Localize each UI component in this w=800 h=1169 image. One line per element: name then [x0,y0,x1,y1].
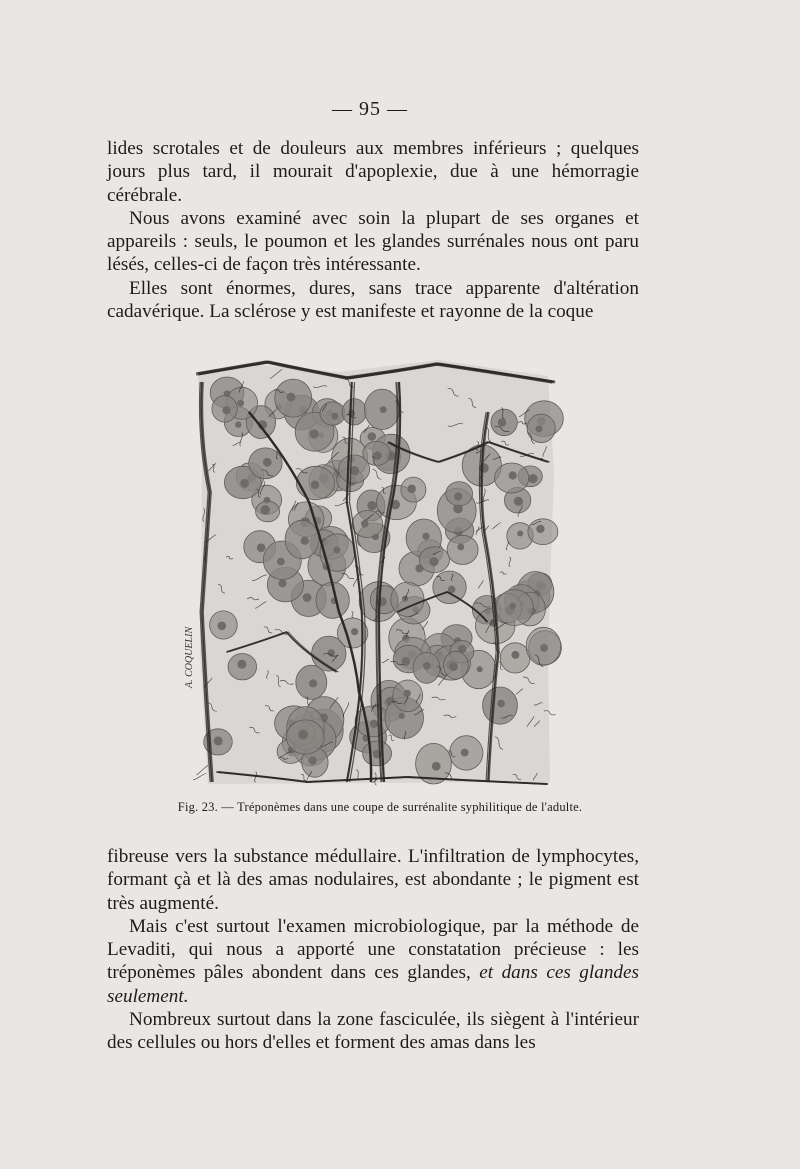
cell-nucleus [298,730,308,740]
figure-illustration [188,352,564,792]
cell-nucleus [407,485,416,494]
cell-nucleus [311,481,320,490]
cell-nucleus [510,603,516,609]
cell-nucleus [517,531,523,537]
cell-nucleus [380,406,387,413]
paragraph-continued: lides scrotales et de douleurs aux membres inférieurs ; quelques jours plus tard, il mourait d'apoplexie, due à une hémorragie cérébrale. [107,138,639,206]
histology-drawing [188,352,564,792]
cell-nucleus [287,393,296,402]
cell-nucleus [303,593,312,602]
paragraph-glands: Elles sont énormes, dures, sans trace apparente d'altération cadavérique. La sclérose y est manifeste et rayonne de la coque [107,277,639,323]
cell-nucleus [308,756,316,764]
cell-nucleus [509,471,517,479]
microbiology-text: Mais c'est surtout l'examen microbiologique, par la méthode de Levaditi, qui nous a apporté une constatation précieuse : les tréponèmes pâles abondent dans ces glandes, [107,915,639,984]
cell-nucleus [404,690,411,697]
cell-nucleus [454,493,462,501]
cell-nucleus [432,762,441,771]
cell-nucleus [498,418,507,427]
cell-nucleus [497,700,505,708]
cell-nucleus [260,505,270,515]
cell-nucleus [449,662,458,671]
text-block-top [107,137,639,323]
cell-nucleus [536,525,544,533]
cell-nucleus [333,547,340,554]
cell-nucleus [222,406,230,414]
cell-nucleus [310,429,319,438]
cell-nucleus [479,463,489,473]
cell-nucleus [218,622,227,631]
cell-nucleus [477,666,483,672]
cell-nucleus [240,479,249,488]
treponeme [193,774,206,780]
paragraph-organs: Nous avons examiné avec soin la plupart de ses organes et appareils : seuls, le poumon et les glandes surrénales nous ont paru lésés, celles-ci de façon très intéressante. [107,207,639,276]
microbiology-emphasis: et dans ces glandes seulement. [107,962,639,1007]
cell-nucleus [301,537,309,545]
cell-nucleus [237,660,246,669]
paragraph-fibrous: fibreuse vers la substance médullaire. L'infiltration de lymphocytes, formant çà et là des amas nodulaires, est abondante ; le pigment est très augmenté. [107,846,639,914]
cell [447,535,478,564]
cell-nucleus [278,579,286,587]
page-number: — 95 — [332,98,408,120]
cell-nucleus [399,713,405,719]
cell-nucleus [309,679,317,687]
figure-caption: Fig. 23. — Tréponèmes dans une coupe de surrénalite syphilitique de l'adulte. [177,800,583,814]
cell-nucleus [351,628,358,635]
artist-signature: A. COQUELIN [184,626,195,688]
cell-nucleus [214,736,223,745]
cell-nucleus [429,557,438,566]
cell-nucleus [235,421,241,427]
cell-nucleus [263,458,272,467]
paragraph-fasciculata: Nombreux surtout dans la zone fasciculée, ils siègent à l'intérieur des cellules ou hors d'elles et forment des amas dans les [107,1009,639,1054]
cell-nucleus [237,400,244,407]
cell-nucleus [422,533,429,540]
cell-nucleus [528,474,537,483]
cell-nucleus [461,749,469,757]
cell-nucleus [257,543,266,552]
cell-nucleus [541,645,548,652]
cell-nucleus [514,497,523,506]
cell-nucleus [331,413,338,420]
cell-nucleus [361,520,369,528]
cell-nucleus [536,425,543,432]
paragraph-microbiology [107,915,639,1008]
cell-nucleus [367,501,376,510]
cell-nucleus [277,558,285,566]
text-block-bottom [107,845,639,1055]
cell-nucleus [368,432,377,441]
cell-nucleus [370,720,378,728]
cell-nucleus [423,662,431,670]
cell-nucleus [457,544,464,551]
cell-nucleus [511,651,519,659]
